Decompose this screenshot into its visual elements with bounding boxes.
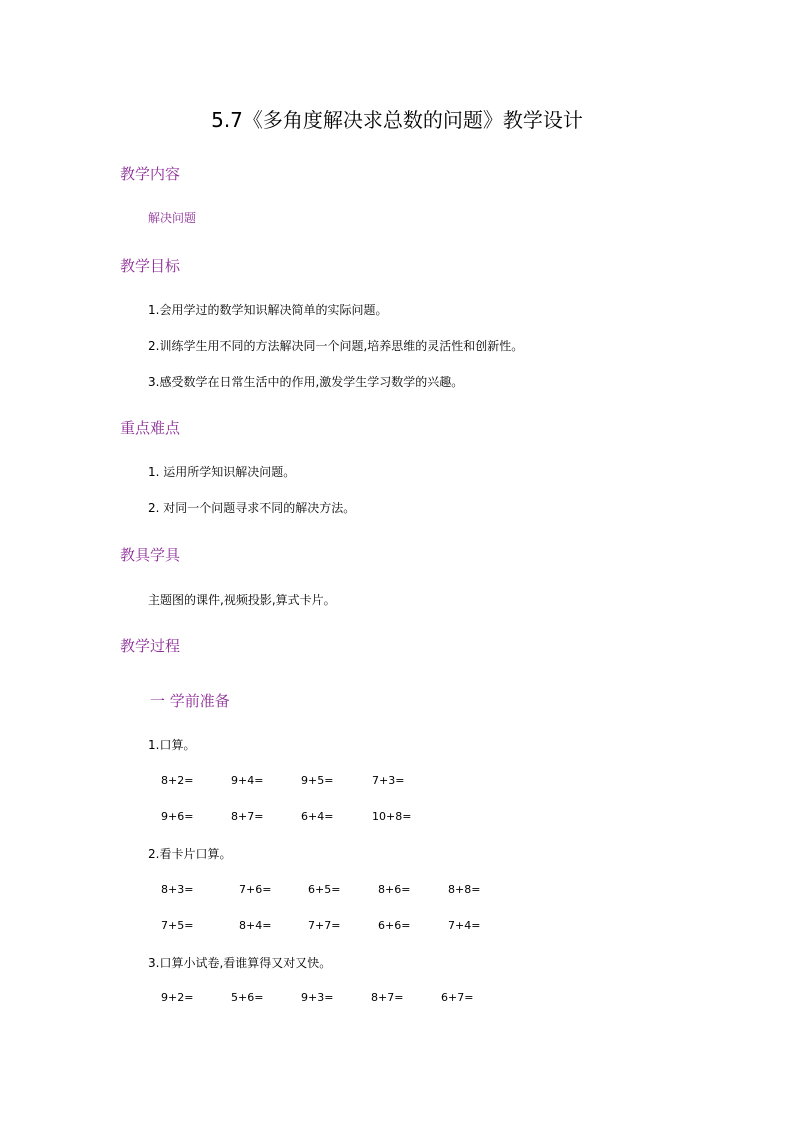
calc-item: 9+4= <box>231 774 264 787</box>
exercise-2-row-2 <box>0 917 794 935</box>
calc-item: 7+6= <box>239 883 272 896</box>
heading-process: 教学过程 <box>120 637 181 655</box>
calc-item: 10+8= <box>372 810 412 823</box>
key-point-item-2: 2. 对同一个问题寻求不同的解决方法。 <box>148 501 356 515</box>
calc-item: 8+7= <box>231 810 264 823</box>
calc-item: 6+5= <box>308 883 341 896</box>
document-title: 5.7《多角度解决求总数的问题》教学设计 <box>211 108 583 132</box>
exercise-1-row-2 <box>0 808 794 826</box>
calc-item: 7+3= <box>372 774 405 787</box>
calc-item: 7+4= <box>448 919 481 932</box>
goal-item-3: 3.感受数学在日常生活中的作用,激发学生学习数学的兴趣。 <box>148 375 464 389</box>
exercise-2-label: 2.看卡片口算。 <box>148 847 232 861</box>
calc-item: 6+7= <box>441 991 474 1004</box>
exercise-1-label: 1.口算。 <box>148 738 196 752</box>
calc-item: 7+5= <box>161 919 194 932</box>
calc-item: 6+4= <box>301 810 334 823</box>
calc-item: 9+5= <box>301 774 334 787</box>
content-text: 解决问题 <box>148 211 197 225</box>
exercise-2-row-1 <box>0 881 794 899</box>
heading-tools: 教具学具 <box>120 546 181 564</box>
calc-item: 8+2= <box>161 774 194 787</box>
calc-item: 8+6= <box>378 883 411 896</box>
subheading-preparation: 一 学前准备 <box>150 692 230 710</box>
calc-item: 9+6= <box>161 810 194 823</box>
calc-item: 9+2= <box>161 991 194 1004</box>
goal-item-2: 2.训练学生用不同的方法解决同一个问题,培养思维的灵活性和创新性。 <box>148 339 524 353</box>
calc-item: 5+6= <box>231 991 264 1004</box>
calc-item: 8+3= <box>161 883 194 896</box>
heading-goals: 教学目标 <box>120 257 181 275</box>
heading-content: 教学内容 <box>120 165 181 183</box>
exercise-1-row-1 <box>0 772 794 790</box>
tools-text: 主题图的课件,视频投影,算式卡片。 <box>148 593 336 607</box>
calc-item: 6+6= <box>378 919 411 932</box>
exercise-3-row-1 <box>0 989 794 1007</box>
exercise-3-label: 3.口算小试卷,看谁算得又对又快。 <box>148 956 332 970</box>
goal-item-1: 1.会用学过的数学知识解决简单的实际问题。 <box>148 303 388 317</box>
key-point-item-1: 1. 运用所学知识解决问题。 <box>148 465 296 479</box>
calc-item: 7+7= <box>308 919 341 932</box>
heading-key-points: 重点难点 <box>120 419 181 437</box>
calc-item: 9+3= <box>301 991 334 1004</box>
calc-item: 8+8= <box>448 883 481 896</box>
calc-item: 8+4= <box>239 919 272 932</box>
calc-item: 8+7= <box>371 991 404 1004</box>
